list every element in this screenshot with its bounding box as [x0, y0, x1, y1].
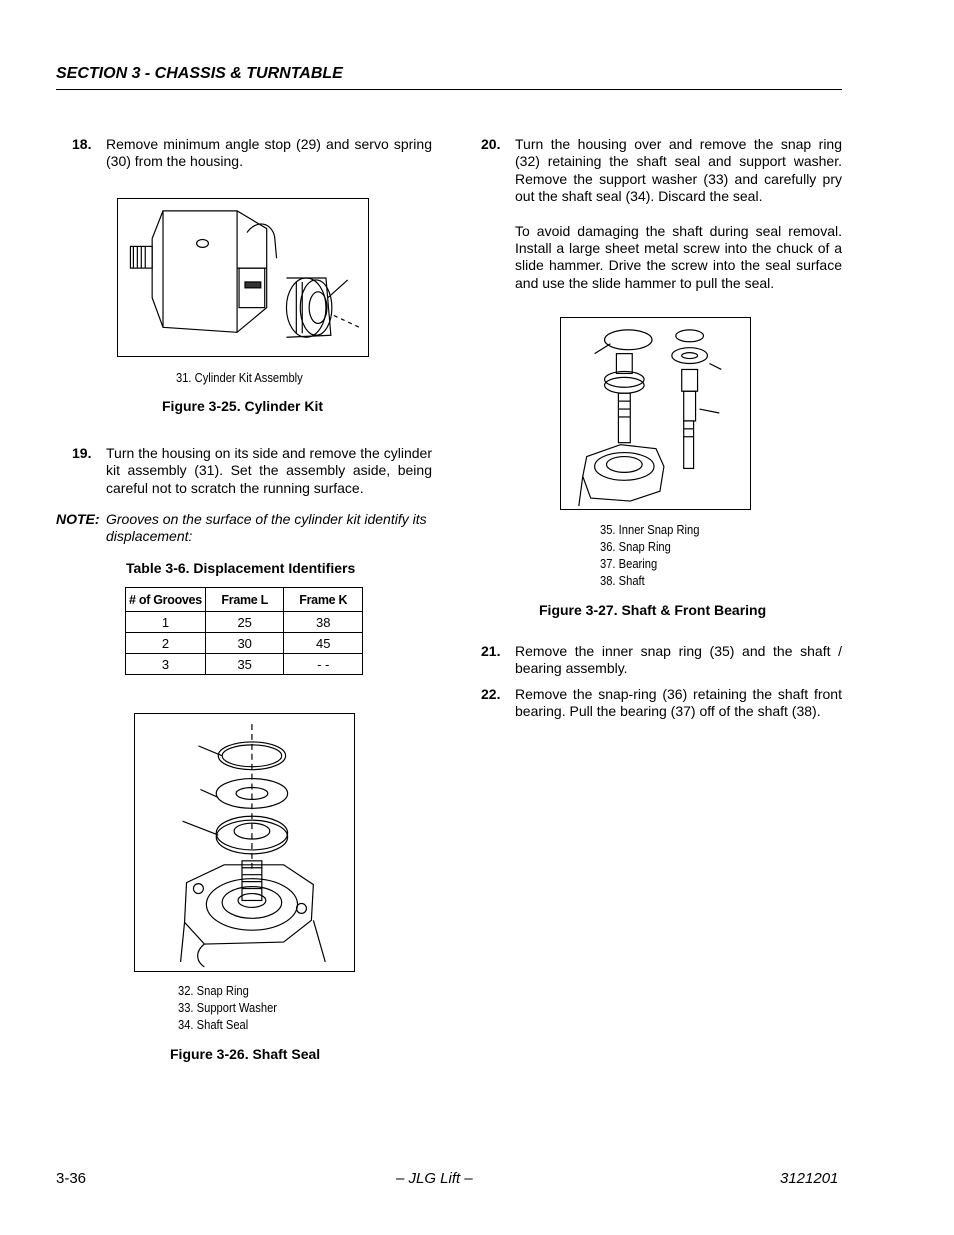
- callout-34: 34. Shaft Seal: [178, 1017, 249, 1032]
- step-number: 18.: [72, 136, 92, 152]
- shaft-seal-illustration: [135, 714, 354, 971]
- table-row: [126, 612, 363, 633]
- step-20: [481, 136, 842, 292]
- step-22: [481, 686, 842, 721]
- callout-32: 32. Snap Ring: [178, 983, 249, 998]
- figure-cylinder-kit: [117, 198, 369, 357]
- header-rule: [56, 89, 842, 90]
- callout-33: 33. Support Washer: [178, 1000, 278, 1015]
- table-cell: 2: [126, 633, 206, 654]
- displacement-table: [125, 587, 363, 675]
- figure-callouts: [600, 521, 699, 589]
- figure-callouts: [178, 982, 277, 1033]
- step-text: Remove minimum angle stop (29) and servo spring (30) from the housing.: [106, 136, 432, 170]
- table-cell: 35: [205, 654, 284, 675]
- figure-shaft-seal: [134, 713, 355, 972]
- figure-callouts: [176, 369, 303, 386]
- section-header: SECTION 3 - CHASSIS & TURNTABLE: [56, 65, 343, 82]
- callout-36: 36. Snap Ring: [600, 539, 671, 554]
- step-text: Turn the housing over and remove the snap ring (32) retaining the shaft seal and support washer. Remove the support washer (33) and carefully pry out the shaft seal (34). Discard the seal.: [515, 136, 842, 205]
- figure-shaft-front-bearing: [560, 317, 751, 510]
- column-header: # of Grooves: [126, 588, 206, 612]
- step-number: 22.: [481, 686, 501, 702]
- page-number: 3-36: [56, 1170, 87, 1187]
- note-text: Grooves on the surface of the cylinder kit identify its displacement:: [106, 511, 427, 544]
- table-cell: 25: [205, 612, 284, 633]
- column-header: Frame L: [205, 588, 284, 612]
- figure-title: Figure 3-25. Cylinder Kit: [162, 398, 324, 414]
- step-21: [481, 643, 842, 678]
- step-text: Remove the inner snap ring (35) and the shaft / bearing assembly.: [515, 643, 842, 677]
- table-cell: 30: [205, 633, 284, 654]
- step-19: [72, 445, 432, 497]
- footer-brand: – JLG Lift –: [396, 1170, 473, 1187]
- table-row: [126, 654, 363, 675]
- table-cell: 38: [284, 612, 363, 633]
- figure-title: Figure 3-27. Shaft & Front Bearing: [539, 602, 767, 618]
- step-text-continued: To avoid damaging the shaft during seal removal. Install a large sheet metal screw into the chuck of a slide hammer. Drive the screw into the seal surface and use the slide hammer to pull the seal.: [515, 222, 842, 291]
- step-18: [72, 136, 432, 171]
- cylinder-kit-illustration: [118, 199, 368, 356]
- step-text: Turn the housing on its side and remove the cylinder kit assembly (31). Set the assembly aside, being careful not to scratch the running surface.: [106, 445, 432, 496]
- note-label: NOTE:: [56, 511, 100, 527]
- table-title: Table 3-6. Displacement Identifiers: [126, 560, 356, 576]
- step-number: 20.: [481, 136, 501, 152]
- step-number: 21.: [481, 643, 501, 659]
- column-header: Frame K: [284, 588, 363, 612]
- table-cell: 1: [126, 612, 206, 633]
- figure-title: Figure 3-26. Shaft Seal: [170, 1046, 321, 1062]
- step-number: 19.: [72, 445, 92, 461]
- callout-31: 31. Cylinder Kit Assembly: [176, 370, 303, 385]
- step-text: Remove the snap-ring (36) retaining the shaft front bearing. Pull the bearing (37) off of the shaft (38).: [515, 686, 842, 720]
- callout-38: 38. Shaft: [600, 573, 645, 588]
- document-number: 3121201: [780, 1170, 839, 1187]
- table-cell: 45: [284, 633, 363, 654]
- shaft-bearing-illustration: [561, 318, 750, 509]
- table-cell: - -: [284, 654, 363, 675]
- table-row: [126, 633, 363, 654]
- table-cell: 3: [126, 654, 206, 675]
- callout-37: 37. Bearing: [600, 556, 658, 571]
- table-header-row: [126, 588, 363, 612]
- callout-35: 35. Inner Snap Ring: [600, 522, 700, 537]
